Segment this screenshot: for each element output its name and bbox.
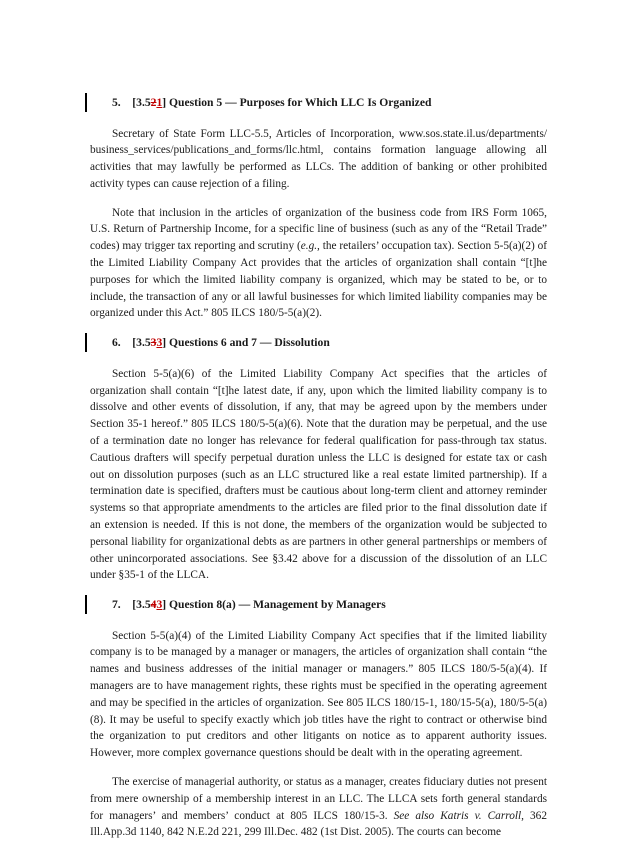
section-title: Question 8(a) — Management by Managers bbox=[169, 598, 386, 612]
paragraph: Section 5-5(a)(4) of the Limited Liability Company Act specifies that if the limited liability company is to be managed by a manager or managers, the articles of organization shall contain “the names and business addresses of the initial manager or managers.” 805 ILCS 180/5-5(a)(4). If managers are to have management rights, these rights must be specified in the operating agreement and may be specified in the articles of organization. See 805 ILCS 180/15-1, 180/15-5(a), 180/5-5(a)(8). It may be useful to specify exactly which job titles have the right to contract or otherwise bind the organization to put creditors and other litigants on notice as to apparent authority issues. However, more complex governance questions should be dealt with in the operating agreement. bbox=[90, 629, 547, 760]
section-heading bbox=[90, 94, 547, 112]
section-title: Questions 6 and 7 — Dissolution bbox=[169, 336, 330, 350]
revision-change-bar bbox=[85, 333, 87, 352]
inserted-text: 3 bbox=[156, 336, 163, 350]
revision-change-bar bbox=[85, 93, 87, 112]
section-ref: [3.521] bbox=[132, 96, 167, 109]
section-heading bbox=[90, 334, 547, 352]
document-page bbox=[90, 94, 547, 853]
section-number: 5. bbox=[112, 96, 121, 109]
section-ref: [3.543] bbox=[132, 598, 167, 612]
inserted-text: 3 bbox=[156, 598, 163, 612]
section-5 bbox=[90, 94, 547, 322]
section-number: 6. bbox=[112, 336, 121, 350]
inserted-text: 1 bbox=[156, 96, 163, 109]
revision-change-bar bbox=[85, 595, 87, 614]
section-7 bbox=[90, 596, 547, 841]
section-heading bbox=[90, 596, 547, 614]
section-title: Question 5 — Purposes for Which LLC Is Organized bbox=[169, 96, 432, 109]
deleted-text: 4 bbox=[150, 598, 157, 612]
section-6 bbox=[90, 334, 547, 584]
paragraph: The exercise of managerial authority, or status as a manager, creates fiduciary duties not present from mere ownership of a membership interest in an LLC. The LLCA sets forth general standards for managers’ and members’ conduct at 805 ILCS 180/15-3. See also Katris v. Carroll, 362 Ill.App.3d 1140, 842 N.E.2d 221, 299 Ill.Dec. 482 (1st Dist. 2005). The courts can become bbox=[90, 776, 547, 839]
paragraph: Note that inclusion in the articles of organization of the business code from IRS Form 1065, U.S. Return of Partnership Income, for a specific line of business (such as any of the “Retail Trade” codes) may trigger tax reporting and scrutiny (e.g., the retailers’ occupation tax). Section 5-5(a)(2) of the Limited Liability Company Act provides that the articles of organization shall contain “[t]he purposes for which the limited liability company is organized, which may be stated to be, or to include, the transaction of any or all lawful businesses for which limited liability companies may be organized under this Act.” 805 ILCS 180/5-5(a)(2). bbox=[90, 206, 547, 320]
section-number: 7. bbox=[112, 598, 121, 612]
paragraph: Section 5-5(a)(6) of the Limited Liability Company Act specifies that the articles of organization shall contain “[t]he latest date, if any, upon which the limited liability company is to dissolve and other events of dissolution, if any, that may be agreed upon by the members under Section 35-1 hereof.” 805 ILCS 180/5-5(a)(6). Note that the duration may be perpetual, and the use of a termination date no longer has relevance for federal qualification for pass-through tax status. Cautious drafters will specify perpetual duration unless the LLC is designed for estate tax or cash out on dissolution purposes (such as an LLC structured like a real estate limited partnership). If a termination date is specified, drafters must be cautious about long-term client and attorney reminder systems so that appropriate amendments to the articles are filed prior to the final dissolution date if an extension is needed. If this is not done, the members of the organization would be subjected to personal liability for organizational debts as are partners in other general partnerships or members of other unincorporated associations. See §3.42 above for a discussion of the dissolution of an LLC under §35-1 of the LLCA. bbox=[90, 367, 547, 582]
paragraph: Secretary of State Form LLC-5.5, Articles of Incorporation, www.sos.state.il.us/departments/ business_services/publications_and_forms/llc.html, contains formation language allowing all activities that may lawfully be performed as LLCs. The addition of banking or other prohibited activity types can cause rejection of a filing. bbox=[90, 127, 547, 190]
deleted-text: 3 bbox=[150, 336, 157, 350]
section-ref: [3.533] bbox=[132, 336, 167, 350]
deleted-text: 2 bbox=[150, 96, 157, 109]
